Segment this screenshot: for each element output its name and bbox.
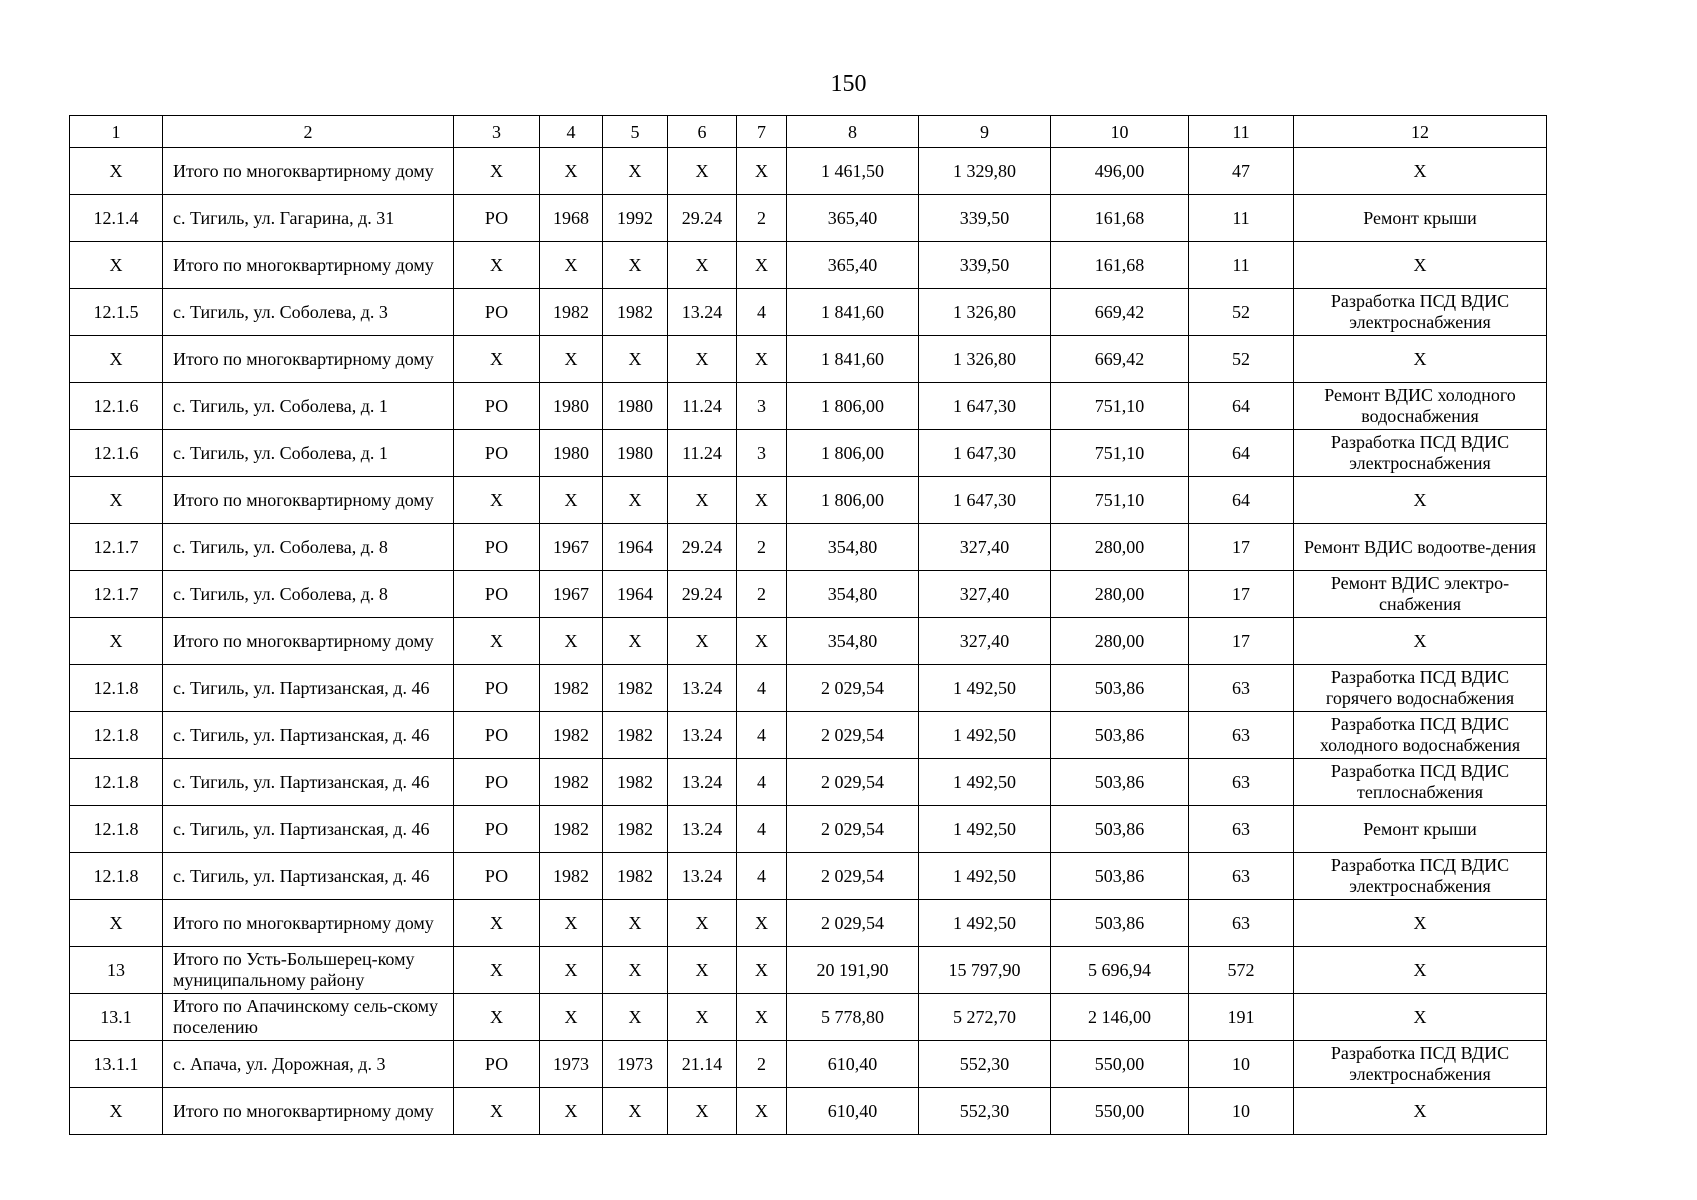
cell-address: Итого по многоквартирному дому: [163, 900, 454, 947]
cell-address: Итого по многоквартирному дому: [163, 148, 454, 195]
header-cell: 12: [1294, 116, 1547, 148]
cell-total-area: 2 029,54: [787, 712, 919, 759]
cell-wall-material: 13.24: [668, 759, 737, 806]
cell-residential-area: 552,30: [919, 1041, 1051, 1088]
cell-year-commissioned: Х: [603, 994, 668, 1041]
cell-nonresidential-area: 503,86: [1051, 712, 1189, 759]
cell-residents: 10: [1189, 1041, 1294, 1088]
cell-floors: Х: [737, 336, 787, 383]
header-cell: 6: [668, 116, 737, 148]
cell-address: с. Тигиль, ул. Партизанская, д. 46: [163, 759, 454, 806]
cell-year-built: 1982: [540, 759, 603, 806]
cell-nonresidential-area: 503,86: [1051, 853, 1189, 900]
cell-wall-material: 13.24: [668, 289, 737, 336]
cell-residential-area: 1 329,80: [919, 148, 1051, 195]
cell-number: 12.1.7: [70, 524, 163, 571]
cell-nonresidential-area: 503,86: [1051, 665, 1189, 712]
cell-floors: Х: [737, 994, 787, 1041]
cell-wall-material: Х: [668, 994, 737, 1041]
cell-residents: 11: [1189, 242, 1294, 289]
cell-year-built: Х: [540, 900, 603, 947]
cell-residential-area: 1 647,30: [919, 477, 1051, 524]
cell-work-type: Х: [1294, 148, 1547, 195]
cell-wall-material: 13.24: [668, 712, 737, 759]
cell-management: РО: [454, 665, 540, 712]
cell-residents: 64: [1189, 383, 1294, 430]
cell-work-type: Разработка ПСД ВДИС электроснабжения: [1294, 289, 1547, 336]
cell-total-area: 1 461,50: [787, 148, 919, 195]
header-row: [70, 116, 1547, 148]
cell-nonresidential-area: 669,42: [1051, 336, 1189, 383]
cell-address: с. Тигиль, ул. Соболева, д. 8: [163, 571, 454, 618]
cell-work-type: Х: [1294, 994, 1547, 1041]
cell-year-commissioned: 1982: [603, 712, 668, 759]
cell-management: РО: [454, 524, 540, 571]
cell-number: 13.1.1: [70, 1041, 163, 1088]
cell-number: Х: [70, 242, 163, 289]
cell-residents: 11: [1189, 195, 1294, 242]
cell-year-built: Х: [540, 477, 603, 524]
table-row: [70, 947, 1547, 994]
header-cell: 7: [737, 116, 787, 148]
cell-floors: Х: [737, 1088, 787, 1135]
cell-number: Х: [70, 900, 163, 947]
cell-year-built: Х: [540, 242, 603, 289]
cell-year-commissioned: 1982: [603, 806, 668, 853]
cell-management: Х: [454, 994, 540, 1041]
cell-residential-area: 339,50: [919, 195, 1051, 242]
cell-floors: Х: [737, 947, 787, 994]
cell-address: с. Тигиль, ул. Соболева, д. 1: [163, 383, 454, 430]
table-row: [70, 336, 1547, 383]
header-cell: 5: [603, 116, 668, 148]
cell-total-area: 1 841,60: [787, 289, 919, 336]
cell-residential-area: 339,50: [919, 242, 1051, 289]
cell-management: РО: [454, 430, 540, 477]
cell-wall-material: 11.24: [668, 430, 737, 477]
cell-address: Итого по Усть-Большерец-кому муниципальному району: [163, 947, 454, 994]
cell-residents: 10: [1189, 1088, 1294, 1135]
cell-residential-area: 15 797,90: [919, 947, 1051, 994]
cell-nonresidential-area: 751,10: [1051, 383, 1189, 430]
cell-total-area: 2 029,54: [787, 665, 919, 712]
cell-wall-material: Х: [668, 242, 737, 289]
cell-number: 12.1.6: [70, 430, 163, 477]
cell-residential-area: 1 647,30: [919, 430, 1051, 477]
cell-address: Итого по многоквартирному дому: [163, 618, 454, 665]
cell-floors: 4: [737, 665, 787, 712]
table-row: [70, 195, 1547, 242]
cell-work-type: Ремонт ВДИС водоотве-дения: [1294, 524, 1547, 571]
table-row: [70, 148, 1547, 195]
cell-year-commissioned: Х: [603, 1088, 668, 1135]
cell-management: Х: [454, 947, 540, 994]
cell-year-commissioned: Х: [603, 900, 668, 947]
cell-year-built: 1982: [540, 806, 603, 853]
cell-floors: 2: [737, 195, 787, 242]
header-cell: 11: [1189, 116, 1294, 148]
cell-year-built: 1967: [540, 524, 603, 571]
cell-work-type: Ремонт ВДИС холодного водоснабжения: [1294, 383, 1547, 430]
cell-work-type: Разработка ПСД ВДИС электроснабжения: [1294, 1041, 1547, 1088]
cell-work-type: Разработка ПСД ВДИС электроснабжения: [1294, 853, 1547, 900]
cell-number: 12.1.8: [70, 665, 163, 712]
cell-residents: 191: [1189, 994, 1294, 1041]
table-row: [70, 571, 1547, 618]
header-cell: 3: [454, 116, 540, 148]
cell-work-type: Х: [1294, 336, 1547, 383]
header-cell: 4: [540, 116, 603, 148]
cell-address: с. Тигиль, ул. Соболева, д. 8: [163, 524, 454, 571]
table-row: [70, 712, 1547, 759]
cell-number: 13.1: [70, 994, 163, 1041]
cell-year-commissioned: Х: [603, 336, 668, 383]
table-row: [70, 853, 1547, 900]
cell-work-type: Разработка ПСД ВДИС холодного водоснабжения: [1294, 712, 1547, 759]
cell-residents: 47: [1189, 148, 1294, 195]
cell-residents: 52: [1189, 336, 1294, 383]
cell-floors: Х: [737, 477, 787, 524]
cell-floors: Х: [737, 148, 787, 195]
cell-floors: Х: [737, 900, 787, 947]
cell-address: с. Тигиль, ул. Партизанская, д. 46: [163, 806, 454, 853]
cell-floors: 3: [737, 430, 787, 477]
cell-floors: 4: [737, 853, 787, 900]
cell-residential-area: 327,40: [919, 524, 1051, 571]
cell-wall-material: 29.24: [668, 524, 737, 571]
cell-management: Х: [454, 336, 540, 383]
cell-residents: 52: [1189, 289, 1294, 336]
cell-number: 12.1.8: [70, 806, 163, 853]
cell-management: Х: [454, 477, 540, 524]
cell-management: Х: [454, 242, 540, 289]
cell-nonresidential-area: 550,00: [1051, 1088, 1189, 1135]
cell-wall-material: 29.24: [668, 195, 737, 242]
cell-wall-material: Х: [668, 148, 737, 195]
cell-total-area: 610,40: [787, 1041, 919, 1088]
cell-work-type: Х: [1294, 1088, 1547, 1135]
table-row: [70, 618, 1547, 665]
cell-total-area: 2 029,54: [787, 806, 919, 853]
cell-floors: 4: [737, 289, 787, 336]
cell-work-type: Разработка ПСД ВДИС горячего водоснабжения: [1294, 665, 1547, 712]
cell-management: РО: [454, 759, 540, 806]
cell-residents: 64: [1189, 430, 1294, 477]
cell-year-built: 1967: [540, 571, 603, 618]
page-number: 150: [830, 71, 867, 97]
cell-total-area: 20 191,90: [787, 947, 919, 994]
cell-wall-material: 13.24: [668, 665, 737, 712]
cell-wall-material: 21.14: [668, 1041, 737, 1088]
cell-work-type: Ремонт крыши: [1294, 195, 1547, 242]
cell-management: Х: [454, 148, 540, 195]
cell-number: Х: [70, 336, 163, 383]
cell-year-commissioned: 1980: [603, 430, 668, 477]
cell-year-commissioned: Х: [603, 242, 668, 289]
cell-total-area: 354,80: [787, 618, 919, 665]
cell-address: с. Тигиль, ул. Соболева, д. 3: [163, 289, 454, 336]
table-row: [70, 1041, 1547, 1088]
cell-residents: 63: [1189, 900, 1294, 947]
cell-floors: 3: [737, 383, 787, 430]
cell-nonresidential-area: 751,10: [1051, 477, 1189, 524]
cell-management: РО: [454, 853, 540, 900]
cell-number: 12.1.8: [70, 853, 163, 900]
cell-address: Итого по многоквартирному дому: [163, 242, 454, 289]
cell-floors: 2: [737, 1041, 787, 1088]
cell-total-area: 365,40: [787, 242, 919, 289]
header-cell: 9: [919, 116, 1051, 148]
cell-number: 12.1.5: [70, 289, 163, 336]
cell-wall-material: 13.24: [668, 853, 737, 900]
cell-floors: 4: [737, 759, 787, 806]
cell-residents: 64: [1189, 477, 1294, 524]
cell-year-commissioned: 1982: [603, 853, 668, 900]
cell-nonresidential-area: 280,00: [1051, 524, 1189, 571]
cell-number: 12.1.6: [70, 383, 163, 430]
cell-nonresidential-area: 2 146,00: [1051, 994, 1189, 1041]
cell-total-area: 354,80: [787, 524, 919, 571]
cell-year-commissioned: Х: [603, 618, 668, 665]
cell-total-area: 2 029,54: [787, 759, 919, 806]
cell-residential-area: 5 272,70: [919, 994, 1051, 1041]
cell-wall-material: Х: [668, 1088, 737, 1135]
cell-work-type: Разработка ПСД ВДИС теплоснабжения: [1294, 759, 1547, 806]
cell-address: с. Тигиль, ул. Партизанская, д. 46: [163, 665, 454, 712]
data-table: [69, 115, 1547, 1135]
cell-number: 12.1.4: [70, 195, 163, 242]
cell-nonresidential-area: 161,68: [1051, 195, 1189, 242]
cell-nonresidential-area: 496,00: [1051, 148, 1189, 195]
cell-floors: 4: [737, 712, 787, 759]
cell-residents: 63: [1189, 712, 1294, 759]
cell-year-built: 1980: [540, 383, 603, 430]
table-row: [70, 1088, 1547, 1135]
cell-year-built: 1973: [540, 1041, 603, 1088]
cell-year-built: 1968: [540, 195, 603, 242]
cell-total-area: 365,40: [787, 195, 919, 242]
cell-total-area: 2 029,54: [787, 900, 919, 947]
cell-floors: Х: [737, 242, 787, 289]
cell-wall-material: 13.24: [668, 806, 737, 853]
cell-address: Итого по многоквартирному дому: [163, 336, 454, 383]
cell-year-built: Х: [540, 148, 603, 195]
cell-floors: 4: [737, 806, 787, 853]
table-row: [70, 759, 1547, 806]
cell-nonresidential-area: 550,00: [1051, 1041, 1189, 1088]
cell-number: Х: [70, 618, 163, 665]
cell-work-type: Х: [1294, 900, 1547, 947]
cell-nonresidential-area: 161,68: [1051, 242, 1189, 289]
table-row: [70, 665, 1547, 712]
cell-total-area: 1 841,60: [787, 336, 919, 383]
cell-year-built: Х: [540, 336, 603, 383]
table-row: [70, 289, 1547, 336]
cell-management: РО: [454, 289, 540, 336]
cell-total-area: 354,80: [787, 571, 919, 618]
cell-number: Х: [70, 477, 163, 524]
cell-address: с. Тигиль, ул. Соболева, д. 1: [163, 430, 454, 477]
cell-residential-area: 327,40: [919, 571, 1051, 618]
cell-wall-material: 11.24: [668, 383, 737, 430]
cell-nonresidential-area: 751,10: [1051, 430, 1189, 477]
cell-address: с. Тигиль, ул. Гагарина, д. 31: [163, 195, 454, 242]
cell-management: РО: [454, 806, 540, 853]
table-row: [70, 524, 1547, 571]
cell-total-area: 1 806,00: [787, 477, 919, 524]
cell-work-type: Х: [1294, 477, 1547, 524]
cell-residents: 17: [1189, 571, 1294, 618]
cell-residents: 17: [1189, 618, 1294, 665]
cell-address: с. Тигиль, ул. Партизанская, д. 46: [163, 712, 454, 759]
cell-year-built: 1980: [540, 430, 603, 477]
cell-management: РО: [454, 712, 540, 759]
cell-residential-area: 552,30: [919, 1088, 1051, 1135]
cell-nonresidential-area: 280,00: [1051, 618, 1189, 665]
cell-management: Х: [454, 900, 540, 947]
cell-residents: 63: [1189, 759, 1294, 806]
cell-wall-material: Х: [668, 900, 737, 947]
cell-number: Х: [70, 148, 163, 195]
cell-management: РО: [454, 1041, 540, 1088]
cell-address: с. Апача, ул. Дорожная, д. 3: [163, 1041, 454, 1088]
cell-residential-area: 1 326,80: [919, 289, 1051, 336]
cell-year-commissioned: 1964: [603, 524, 668, 571]
cell-total-area: 5 778,80: [787, 994, 919, 1041]
cell-wall-material: Х: [668, 947, 737, 994]
cell-wall-material: Х: [668, 336, 737, 383]
cell-residents: 63: [1189, 806, 1294, 853]
cell-residents: 572: [1189, 947, 1294, 994]
cell-number: 12.1.7: [70, 571, 163, 618]
table-row: [70, 900, 1547, 947]
cell-management: Х: [454, 1088, 540, 1135]
cell-wall-material: Х: [668, 618, 737, 665]
cell-year-commissioned: Х: [603, 947, 668, 994]
cell-residents: 17: [1189, 524, 1294, 571]
cell-work-type: Ремонт крыши: [1294, 806, 1547, 853]
cell-nonresidential-area: 5 696,94: [1051, 947, 1189, 994]
cell-nonresidential-area: 669,42: [1051, 289, 1189, 336]
cell-residential-area: 327,40: [919, 618, 1051, 665]
cell-year-built: Х: [540, 994, 603, 1041]
cell-residents: 63: [1189, 665, 1294, 712]
table-row: [70, 430, 1547, 477]
cell-year-commissioned: 1982: [603, 665, 668, 712]
cell-work-type: Разработка ПСД ВДИС электроснабжения: [1294, 430, 1547, 477]
cell-year-built: Х: [540, 1088, 603, 1135]
cell-nonresidential-area: 280,00: [1051, 571, 1189, 618]
header-cell: 1: [70, 116, 163, 148]
cell-year-built: Х: [540, 947, 603, 994]
cell-year-commissioned: Х: [603, 477, 668, 524]
cell-number: 12.1.8: [70, 712, 163, 759]
cell-residential-area: 1 492,50: [919, 900, 1051, 947]
cell-year-built: 1982: [540, 712, 603, 759]
cell-number: 13: [70, 947, 163, 994]
cell-year-commissioned: 1982: [603, 759, 668, 806]
cell-nonresidential-area: 503,86: [1051, 759, 1189, 806]
cell-year-built: 1982: [540, 853, 603, 900]
cell-management: РО: [454, 571, 540, 618]
table-row: [70, 806, 1547, 853]
cell-work-type: Х: [1294, 618, 1547, 665]
cell-year-commissioned: 1980: [603, 383, 668, 430]
cell-address: с. Тигиль, ул. Партизанская, д. 46: [163, 853, 454, 900]
header-cell: 2: [163, 116, 454, 148]
cell-address: Итого по многоквартирному дому: [163, 1088, 454, 1135]
cell-year-commissioned: 1964: [603, 571, 668, 618]
cell-residential-area: 1 492,50: [919, 712, 1051, 759]
cell-residential-area: 1 492,50: [919, 806, 1051, 853]
cell-floors: Х: [737, 618, 787, 665]
table-row: [70, 994, 1547, 1041]
cell-residents: 63: [1189, 853, 1294, 900]
cell-residential-area: 1 492,50: [919, 853, 1051, 900]
cell-management: РО: [454, 195, 540, 242]
table-row: [70, 242, 1547, 289]
table-row: [70, 477, 1547, 524]
cell-year-built: 1982: [540, 289, 603, 336]
cell-number: 12.1.8: [70, 759, 163, 806]
cell-nonresidential-area: 503,86: [1051, 806, 1189, 853]
cell-management: РО: [454, 383, 540, 430]
cell-work-type: Х: [1294, 242, 1547, 289]
cell-total-area: 610,40: [787, 1088, 919, 1135]
cell-work-type: Х: [1294, 947, 1547, 994]
cell-total-area: 1 806,00: [787, 383, 919, 430]
header-cell: 8: [787, 116, 919, 148]
cell-year-built: Х: [540, 618, 603, 665]
cell-year-commissioned: 1982: [603, 289, 668, 336]
cell-year-built: 1982: [540, 665, 603, 712]
cell-residential-area: 1 647,30: [919, 383, 1051, 430]
cell-wall-material: 29.24: [668, 571, 737, 618]
cell-total-area: 2 029,54: [787, 853, 919, 900]
header-cell: 10: [1051, 116, 1189, 148]
cell-address: Итого по Апачинскому сель-скому поселению: [163, 994, 454, 1041]
cell-address: Итого по многоквартирному дому: [163, 477, 454, 524]
cell-residential-area: 1 492,50: [919, 759, 1051, 806]
cell-floors: 2: [737, 571, 787, 618]
cell-year-commissioned: 1973: [603, 1041, 668, 1088]
cell-residential-area: 1 326,80: [919, 336, 1051, 383]
cell-floors: 2: [737, 524, 787, 571]
cell-total-area: 1 806,00: [787, 430, 919, 477]
cell-work-type: Ремонт ВДИС электро-снабжения: [1294, 571, 1547, 618]
cell-management: Х: [454, 618, 540, 665]
cell-residential-area: 1 492,50: [919, 665, 1051, 712]
cell-year-commissioned: Х: [603, 148, 668, 195]
table-row: [70, 383, 1547, 430]
cell-number: Х: [70, 1088, 163, 1135]
cell-wall-material: Х: [668, 477, 737, 524]
cell-nonresidential-area: 503,86: [1051, 900, 1189, 947]
cell-year-commissioned: 1992: [603, 195, 668, 242]
